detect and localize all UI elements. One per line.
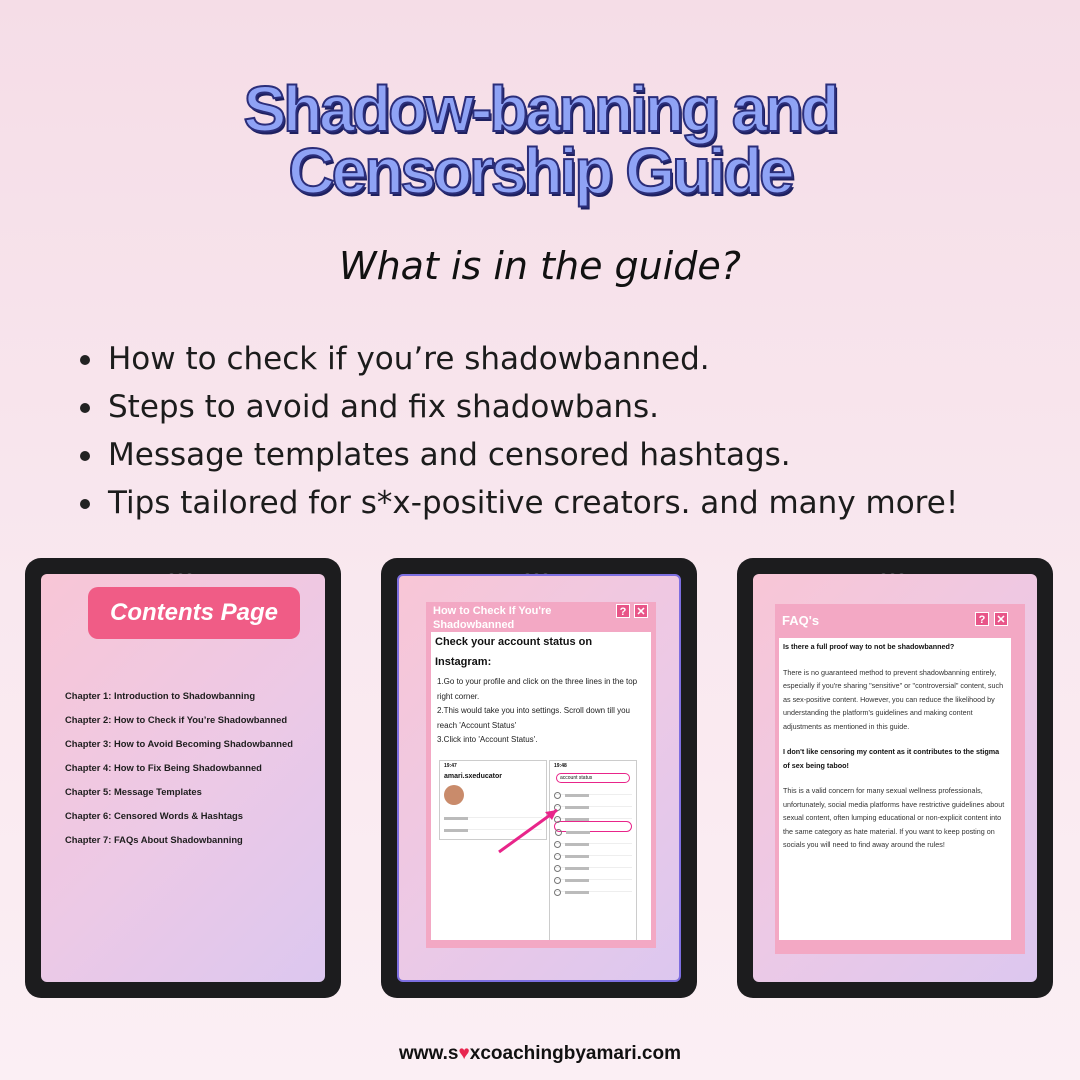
tablet-screen xyxy=(397,574,681,982)
close-button[interactable]: ✕ xyxy=(634,604,648,618)
feature-item: Tips tailored for s*x-positive creators. and many more! xyxy=(80,479,958,527)
subtitle: What is in the guide? xyxy=(339,244,741,288)
chapter-item: Chapter 1: Introduction to Shadowbanning xyxy=(65,690,256,701)
arrow-icon xyxy=(439,760,639,940)
step-item: 3.Click into 'Account Status'. xyxy=(437,735,538,744)
website-link[interactable]: www.s♥xcoachingbyamari.com xyxy=(399,1043,681,1064)
heart-icon: ♥ xyxy=(458,1043,470,1064)
tablet-contents xyxy=(25,558,341,998)
tablet-howto xyxy=(381,558,697,998)
chapter-item: Chapter 6: Censored Words & Hashtags xyxy=(65,810,243,821)
tablet-faq xyxy=(737,558,1053,998)
screenshot-phones xyxy=(439,760,639,940)
window-body xyxy=(431,632,651,940)
chapter-item: Chapter 4: How to Fix Being Shadowbanned xyxy=(65,762,262,773)
chapter-item: Chapter 7: FAQs About Shadowbanning xyxy=(65,834,243,845)
contents-heading: Contents Page xyxy=(88,587,300,639)
chapter-item: Chapter 3: How to Avoid Becoming Shadowbanned xyxy=(65,738,293,749)
faq-question: I don't like censoring my content as it contributes to the stigma of sex being taboo! xyxy=(783,747,1000,770)
help-button[interactable]: ? xyxy=(975,612,989,626)
chapter-item: Chapter 2: How to Check if You’re Shadowbanned xyxy=(65,714,288,725)
phone-username: amari.sxeducator xyxy=(444,773,502,780)
faq-body xyxy=(779,638,1011,940)
tablet-screen xyxy=(41,574,325,982)
faq-answer: There is no guaranteed method to prevent shadowbanning entirely, especially if you're sharing "sensitive" or "controversial" content, such as sex-positive content. However, you can reduce the likelihood by understanding the platform's guidelines and making content adjustments as mentioned in this guide. xyxy=(783,667,1004,731)
phone-time: 19:48 xyxy=(554,763,567,769)
guide-title xyxy=(0,73,1080,207)
window-title: How to Check If You're Shadowbanned xyxy=(433,605,552,631)
step-item: 1.Go to your profile and click on the three lines in the top right corner. xyxy=(437,677,638,701)
steps-list xyxy=(431,675,651,748)
camera-icon xyxy=(167,563,199,569)
step-item: 2.This would take you into settings. Scroll down till you reach 'Account Status' xyxy=(437,706,630,730)
camera-icon xyxy=(523,563,555,569)
feature-item: Message templates and censored hashtags. xyxy=(80,431,958,479)
chapter-item: Chapter 5: Message Templates xyxy=(65,786,202,797)
faq-question: Is there a full proof way to not be shadowbanned? xyxy=(783,642,955,651)
feature-item: How to check if you’re shadowbanned. xyxy=(80,335,958,383)
howto-heading: Check your account status on Instagram: xyxy=(435,636,593,668)
tablet-screen xyxy=(753,574,1037,982)
feature-item: Steps to avoid and fix shadowbans. xyxy=(80,383,958,431)
camera-icon xyxy=(879,563,911,569)
howto-window xyxy=(426,602,656,948)
phone-time: 19:47 xyxy=(444,763,457,769)
title-line-1: Shadow-banning and xyxy=(243,73,837,145)
title-line-2: Censorship Guide xyxy=(288,135,792,207)
chapter-list xyxy=(65,684,293,852)
help-button[interactable]: ? xyxy=(616,604,630,618)
faq-window xyxy=(775,604,1025,954)
close-button[interactable]: ✕ xyxy=(994,612,1008,626)
faq-answer: This is a valid concern for many sexual wellness professionals, unfortunately, social media platforms have restrictive guidelines about sexual content, often lumping educational or non-explicit content into the same category as hate material. If you want to keep posting on socials you will need to find away around the rules! xyxy=(783,786,1005,849)
window-title: FAQ's xyxy=(782,613,820,628)
feature-list xyxy=(80,335,958,527)
search-highlight: account status xyxy=(556,773,630,783)
